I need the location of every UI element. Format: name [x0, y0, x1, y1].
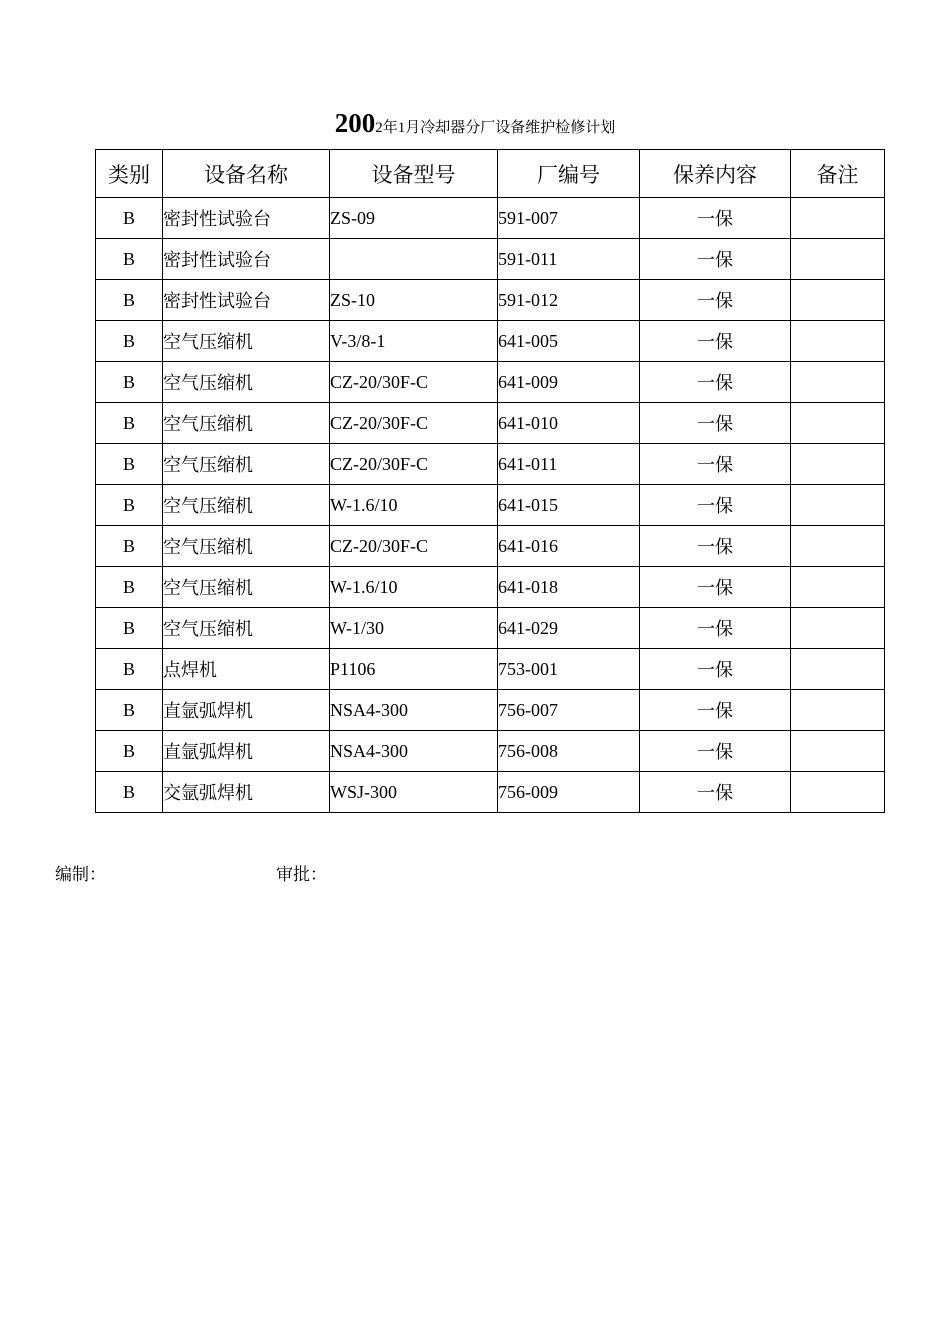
table-row	[96, 526, 885, 567]
cell-equipment-model: CZ-20/30F-C	[330, 526, 498, 567]
cell-equipment-name: 点焊机	[163, 649, 330, 690]
table-row	[96, 772, 885, 813]
cell-maintenance-content: 一保	[640, 444, 791, 485]
cell-notes	[791, 567, 885, 608]
table-row	[96, 321, 885, 362]
cell-equipment-name: 直氩弧焊机	[163, 731, 330, 772]
table-row	[96, 239, 885, 280]
approved-by-label: 审批：	[276, 865, 327, 884]
cell-factory-number: 641-029	[498, 608, 640, 649]
cell-equipment-name: 空气压缩机	[163, 444, 330, 485]
cell-category: B	[96, 608, 163, 649]
cell-notes	[791, 403, 885, 444]
cell-equipment-model: WSJ-300	[330, 772, 498, 813]
cell-maintenance-content: 一保	[640, 772, 791, 813]
cell-notes	[791, 198, 885, 239]
cell-maintenance-content: 一保	[640, 731, 791, 772]
cell-maintenance-content: 一保	[640, 321, 791, 362]
cell-equipment-model: CZ-20/30F-C	[330, 362, 498, 403]
cell-maintenance-content: 一保	[640, 567, 791, 608]
cell-equipment-model: W-1.6/10	[330, 567, 498, 608]
title-text: 2年1月冷却器分厂设备维护检修计划	[375, 120, 616, 136]
maintenance-plan-table	[95, 149, 885, 813]
header-category: 类别	[96, 150, 163, 198]
cell-maintenance-content: 一保	[640, 198, 791, 239]
table-row	[96, 403, 885, 444]
cell-category: B	[96, 239, 163, 280]
header-equipment-model: 设备型号	[330, 150, 498, 198]
table-row	[96, 731, 885, 772]
cell-notes	[791, 280, 885, 321]
cell-factory-number: 756-007	[498, 690, 640, 731]
cell-maintenance-content: 一保	[640, 608, 791, 649]
table-row	[96, 567, 885, 608]
cell-equipment-model: W-1.6/10	[330, 485, 498, 526]
cell-notes	[791, 731, 885, 772]
cell-category: B	[96, 280, 163, 321]
cell-equipment-model: V-3/8-1	[330, 321, 498, 362]
cell-equipment-model: NSA4-300	[330, 731, 498, 772]
cell-category: B	[96, 444, 163, 485]
cell-equipment-model: CZ-20/30F-C	[330, 403, 498, 444]
header-factory-number: 厂编号	[498, 150, 640, 198]
compiled-by-label: 编制：	[55, 865, 106, 884]
cell-maintenance-content: 一保	[640, 649, 791, 690]
cell-notes	[791, 690, 885, 731]
cell-equipment-name: 空气压缩机	[163, 526, 330, 567]
cell-category: B	[96, 690, 163, 731]
table-header-row	[96, 150, 885, 198]
cell-factory-number: 591-012	[498, 280, 640, 321]
cell-factory-number: 641-018	[498, 567, 640, 608]
cell-maintenance-content: 一保	[640, 526, 791, 567]
cell-equipment-name: 密封性试验台	[163, 198, 330, 239]
cell-category: B	[96, 649, 163, 690]
cell-equipment-model: P1106	[330, 649, 498, 690]
cell-maintenance-content: 一保	[640, 362, 791, 403]
header-equipment-name: 设备名称	[163, 150, 330, 198]
cell-factory-number: 641-015	[498, 485, 640, 526]
cell-equipment-name: 空气压缩机	[163, 608, 330, 649]
header-notes: 备注	[791, 150, 885, 198]
page-title	[0, 108, 950, 139]
cell-equipment-name: 空气压缩机	[163, 485, 330, 526]
cell-notes	[791, 444, 885, 485]
cell-factory-number: 591-007	[498, 198, 640, 239]
cell-factory-number: 756-008	[498, 731, 640, 772]
cell-notes	[791, 485, 885, 526]
cell-factory-number: 641-005	[498, 321, 640, 362]
cell-equipment-name: 交氩弧焊机	[163, 772, 330, 813]
cell-notes	[791, 526, 885, 567]
cell-equipment-model: ZS-10	[330, 280, 498, 321]
cell-maintenance-content: 一保	[640, 690, 791, 731]
cell-notes	[791, 772, 885, 813]
cell-equipment-model: NSA4-300	[330, 690, 498, 731]
cell-category: B	[96, 772, 163, 813]
cell-equipment-name: 空气压缩机	[163, 567, 330, 608]
cell-maintenance-content: 一保	[640, 280, 791, 321]
cell-notes	[791, 608, 885, 649]
cell-notes	[791, 321, 885, 362]
cell-category: B	[96, 731, 163, 772]
cell-equipment-name: 密封性试验台	[163, 280, 330, 321]
cell-category: B	[96, 403, 163, 444]
cell-equipment-name: 空气压缩机	[163, 362, 330, 403]
cell-category: B	[96, 567, 163, 608]
cell-factory-number: 641-011	[498, 444, 640, 485]
cell-factory-number: 641-009	[498, 362, 640, 403]
cell-category: B	[96, 321, 163, 362]
cell-category: B	[96, 198, 163, 239]
cell-equipment-name: 密封性试验台	[163, 239, 330, 280]
cell-notes	[791, 239, 885, 280]
table-row	[96, 485, 885, 526]
cell-maintenance-content: 一保	[640, 239, 791, 280]
cell-equipment-name: 空气压缩机	[163, 403, 330, 444]
cell-factory-number: 641-016	[498, 526, 640, 567]
header-maintenance-content: 保养内容	[640, 150, 791, 198]
cell-notes	[791, 362, 885, 403]
cell-category: B	[96, 362, 163, 403]
cell-factory-number: 591-011	[498, 239, 640, 280]
table-row	[96, 690, 885, 731]
table-row	[96, 280, 885, 321]
title-year: 200	[334, 108, 376, 138]
table-row	[96, 444, 885, 485]
cell-equipment-model: W-1/30	[330, 608, 498, 649]
cell-maintenance-content: 一保	[640, 403, 791, 444]
table-row	[96, 362, 885, 403]
cell-category: B	[96, 485, 163, 526]
table-row	[96, 608, 885, 649]
cell-factory-number: 756-009	[498, 772, 640, 813]
cell-category: B	[96, 526, 163, 567]
cell-equipment-model: CZ-20/30F-C	[330, 444, 498, 485]
cell-equipment-name: 空气压缩机	[163, 321, 330, 362]
cell-equipment-model	[330, 239, 498, 280]
cell-factory-number: 641-010	[498, 403, 640, 444]
table-row	[96, 649, 885, 690]
cell-notes	[791, 649, 885, 690]
cell-maintenance-content: 一保	[640, 485, 791, 526]
cell-equipment-name: 直氩弧焊机	[163, 690, 330, 731]
cell-equipment-model: ZS-09	[330, 198, 498, 239]
cell-factory-number: 753-001	[498, 649, 640, 690]
table-row	[96, 198, 885, 239]
